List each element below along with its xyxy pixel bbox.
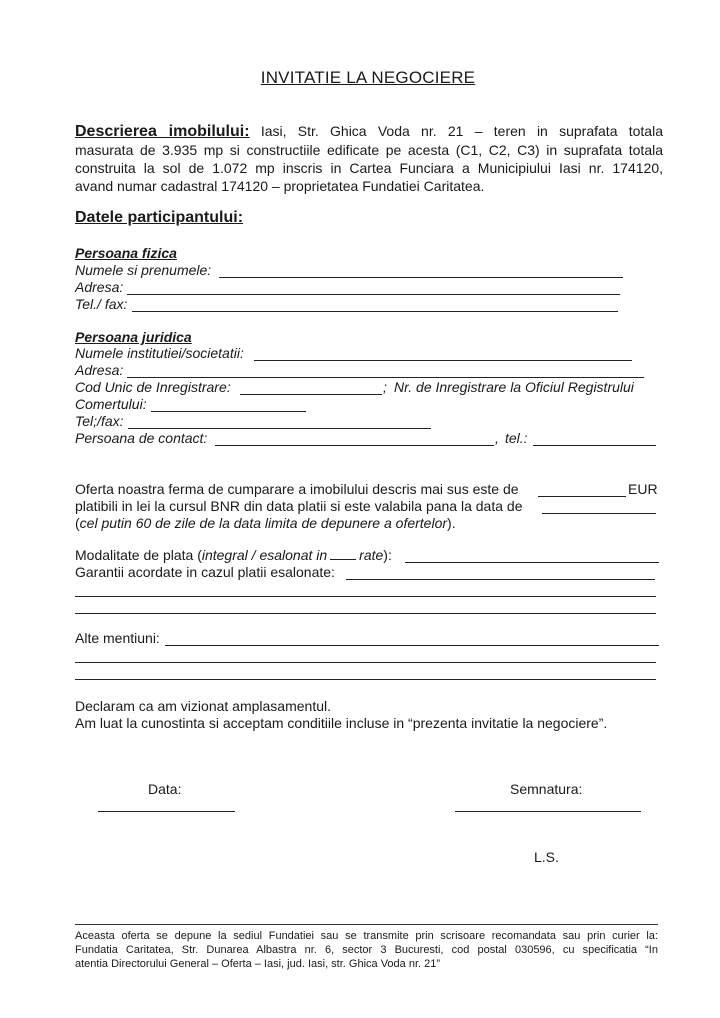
footer-rule [75,924,658,925]
description-line-1: Iasi, Str. Ghica Voda nr. 21 – teren in suprafata totala [260,123,663,139]
natural-person-phone-field[interactable] [132,311,618,312]
footer-line-1: Aceasta oferta se depune la sediul Fundatiei sau se transmite prin scrisoare recomandata sau prin curier la: [75,930,658,942]
offer-validity-date-field[interactable] [542,513,656,514]
contact-person-label: Persoana de contact: [75,430,208,446]
institution-name-field[interactable] [254,360,632,361]
other-mentions-field[interactable] [165,645,659,646]
offer-line-1: Oferta noastra ferma de cumparare a imobilului descris mai sus este de [75,481,519,497]
natural-person-address-field[interactable] [127,294,620,295]
contact-comma: , [495,430,499,446]
footer-line-3: atentia Directorului General – Oferta – Iasi, jud. Iasi, str. Ghica Voda nr. 21” [75,958,441,970]
natural-person-phone-label: Tel./ fax: [75,296,128,312]
signature-label: Semnatura: [510,781,583,797]
cui-label: Cod Unic de Inregistrare: [75,379,231,395]
description-heading: Descrierea imobilului: [75,123,250,140]
legal-person-heading: Persoana juridica [75,329,192,345]
signature-field[interactable] [455,811,641,812]
installments-count-field[interactable] [330,547,356,560]
payment-method-field[interactable] [405,562,659,563]
contact-person-field[interactable] [215,445,494,446]
legal-phone-field[interactable] [128,428,431,429]
offer-line-3: (cel putin 60 de zile de la data limita de depunere a ofertelor). [75,515,456,531]
other-mentions-field-line-2[interactable] [75,662,656,663]
property-description [75,122,663,195]
contact-tel-label: tel.: [505,430,528,446]
description-line-4: avand numar cadastral 174120 – proprietatea Fundatiei Caritatea. [75,178,485,194]
offer-amount-field[interactable] [538,496,626,497]
date-field[interactable] [98,811,235,812]
natural-person-heading: Persoana fizica [75,245,177,261]
cui-separator: ; [383,379,387,395]
natural-person-name-label: Numele si prenumele: [75,262,212,278]
natural-person-name-field[interactable] [219,277,623,278]
trade-register-label-cont: Comertului: [75,396,147,412]
institution-name-label: Numele institutiei/societatii: [75,345,244,361]
guarantee-label: Garantii acordate in cazul platii esalonate: [75,564,335,580]
offer-line-2: platibili in lei la cursul BNR din data platii si este valabila pana la data de [75,498,523,514]
participant-heading: Datele participantului: [75,209,244,226]
stamp-label: L.S. [534,849,559,865]
legal-address-field[interactable] [127,377,644,378]
legal-phone-label: Tel;/fax: [75,413,124,429]
guarantee-field-line-3[interactable] [75,613,656,614]
description-line-3: construita la sol de 1.072 mp inscris in Cartea Funciara a Municipiului Iasi nr. 174120, [75,160,663,176]
declaration-line-1: Declaram ca am vizionat amplasamentul. [75,698,331,714]
guarantee-field-line-2[interactable] [75,596,656,597]
natural-person-address-label: Adresa: [75,279,124,295]
guarantee-field[interactable] [346,579,655,580]
other-mentions-field-line-3[interactable] [75,679,656,680]
offer-currency: EUR [628,481,658,497]
trade-register-field[interactable] [151,411,306,412]
trade-register-label: Nr. de Inregistrare la Oficiul Registrului [394,379,634,395]
cui-field[interactable] [240,394,382,395]
declaration-line-2: Am luat la cunostinta si acceptam conditiile incluse in “prezenta invitatie la negociere”. [75,715,608,731]
legal-address-label: Adresa: [75,362,124,378]
footer-line-2: Fundatia Caritatea, Str. Dunarea Albastra nr. 6, sector 3 Bucuresti, cod postal 030596, cu specificatia “In [75,944,658,956]
other-mentions-label: Alte mentiuni: [75,630,160,646]
date-label: Data: [148,781,182,797]
contact-tel-field[interactable] [533,445,656,446]
description-line-2: masurata de 3.935 mp si constructiile edificate pe acesta (C1, C2, C3) in suprafata totala [75,142,663,158]
payment-method-label: Modalitate de plata (integral / esalonat in rate): [75,547,392,563]
document-title: INVITATIE LA NEGOCIERE [260,68,476,87]
